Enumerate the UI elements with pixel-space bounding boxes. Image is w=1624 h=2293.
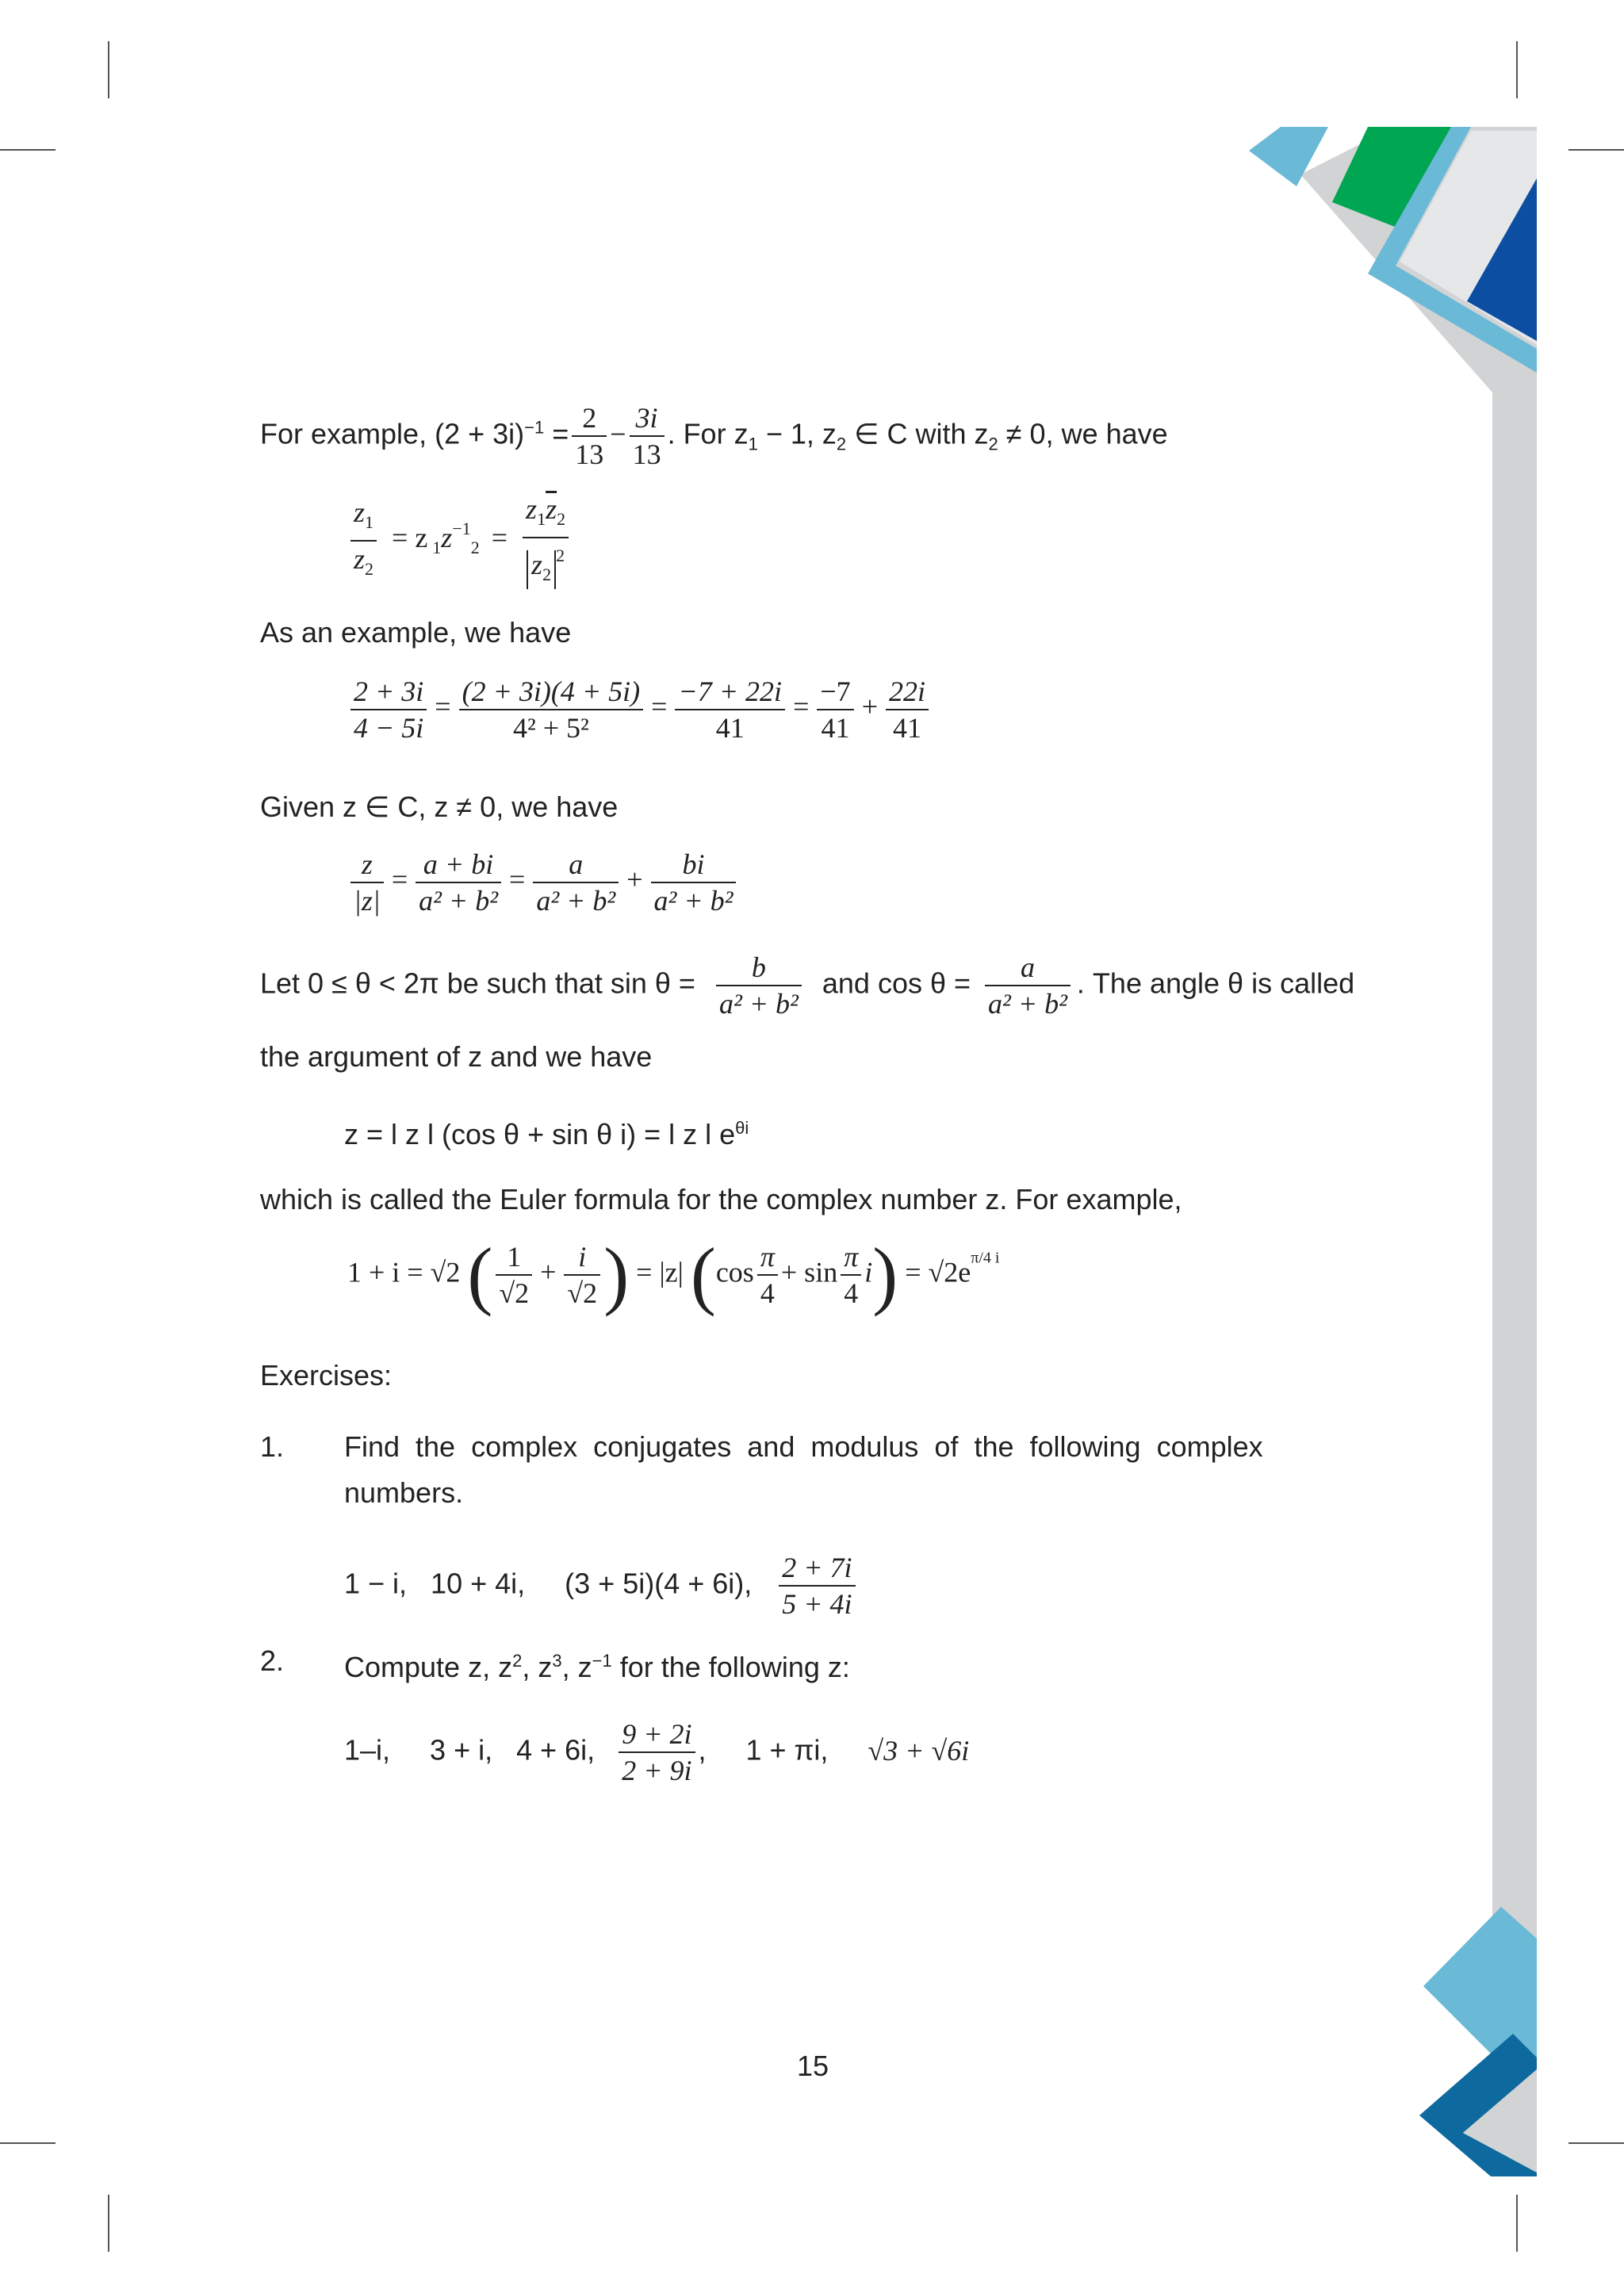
numerator: 2 + 7i (779, 1550, 855, 1587)
denominator: 13 (632, 438, 661, 470)
right-paren: ) (872, 1232, 898, 1317)
var: z (354, 496, 366, 528)
denominator: a² + b² (653, 885, 733, 917)
exercise-1-text-line2 (344, 1475, 463, 1511)
denominator: 13 (575, 438, 604, 470)
var: z (441, 521, 453, 553)
superscript: 2 (556, 545, 565, 565)
fraction-z1-z2 (350, 495, 377, 587)
numerator: z (350, 847, 384, 883)
text: √3 + √6i (868, 1734, 970, 1767)
denominator: 41 (893, 712, 921, 744)
paragraph-argument-of-z (260, 1039, 652, 1075)
denominator: √2 (567, 1277, 598, 1309)
numerator: 9 + 2i (619, 1717, 695, 1753)
denominator: 41 (715, 712, 745, 744)
denominator: 5 + 4i (782, 1588, 852, 1620)
numerator: 2 (572, 400, 607, 437)
numerator: a + bi (416, 847, 501, 883)
modulus (527, 550, 556, 589)
denominator (350, 542, 377, 587)
denominator: √2 (499, 1277, 530, 1309)
exercise-1-text (344, 1429, 1363, 1465)
numerator (350, 495, 377, 542)
equation-normalized-z: $\frac{z}{|z|}$ = $\frac{a + bi}{\text{a² + b²}}$ = $\frac{a}{\text{a² + b²}}$ + $\frac{bi}{\text{a² + b²}}$ (347, 847, 739, 918)
text: the argument of z and we have (260, 1040, 653, 1073)
subscript: 2 (988, 434, 998, 454)
subscript: 2 (542, 565, 552, 584)
text: 1 + i = √2 (347, 1256, 461, 1288)
text: As an example, we have (260, 616, 572, 649)
exercise-1-number (260, 1429, 284, 1465)
minus-sign: − (610, 418, 626, 450)
text: ≠ 0, we have (998, 417, 1168, 450)
denominator: a² + b² (419, 885, 499, 917)
numerator: −7 + 22i (675, 674, 785, 710)
subscript: 2 (557, 509, 566, 529)
fraction (459, 674, 644, 745)
subscript: 2 (365, 558, 374, 579)
subscript: 2 (836, 434, 847, 454)
text: + sin (780, 1256, 838, 1288)
var: z (526, 493, 538, 525)
fraction-conjugate-over-modulus (523, 492, 569, 589)
text: cos (715, 1256, 754, 1288)
fraction (817, 674, 853, 745)
numerator: 22i (886, 674, 929, 710)
superscript: −1 (592, 1651, 612, 1671)
denominator: |z| (354, 885, 381, 917)
exercise-1-items (344, 1550, 859, 1621)
exercises-heading (260, 1357, 392, 1394)
superscript: π/4 i (971, 1249, 1000, 1267)
fraction (651, 847, 737, 918)
numerator: π (841, 1239, 861, 1276)
denominator: a² + b² (988, 988, 1067, 1020)
numerator: 2 + 3i (350, 674, 427, 710)
text: Let 0 ≤ θ < 2π be such that sin θ = (260, 967, 695, 1000)
page-number: 15 (797, 2050, 829, 2082)
text: 2. (260, 1644, 285, 1677)
subscript: 2 (470, 537, 480, 557)
left-paren: ( (467, 1232, 493, 1317)
text: z = l z l (cos θ + sin θ i) = l z l e (344, 1118, 736, 1150)
denominator (523, 538, 569, 589)
fraction (675, 674, 785, 745)
text: = z (392, 521, 428, 553)
numerator: (2 + 3i)(4 + 5i) (459, 674, 644, 710)
var: i (864, 1256, 873, 1288)
text: for the following z: (611, 1651, 850, 1683)
numerator: 1 (496, 1239, 532, 1276)
text: 1 − i, 10 + 4i, (3 + 5i)(4 + 6i), (344, 1567, 753, 1600)
fraction (564, 1239, 600, 1311)
paragraph-as-an-example (260, 614, 571, 651)
text: Exercises: (260, 1359, 393, 1391)
paragraph-example-inverse (260, 400, 1168, 472)
text: , z (522, 1651, 553, 1683)
fraction (350, 674, 427, 745)
right-paren: ) (603, 1232, 630, 1317)
denominator: 4 (844, 1277, 859, 1309)
fraction (533, 847, 619, 918)
denominator: a² + b² (718, 988, 799, 1020)
denominator: 2 + 9i (622, 1755, 692, 1786)
text: . The angle θ is called (1076, 967, 1355, 1000)
text: ∈ C with z (846, 417, 989, 450)
var-conjugate: $\overline{z}$ (546, 493, 557, 525)
text: Compute z, z (344, 1651, 513, 1683)
subscript: 1 (365, 511, 374, 532)
exercise-2-items (344, 1717, 969, 1788)
exercise-2-text (344, 1643, 850, 1686)
text: and cos θ = (822, 967, 971, 1000)
equation-euler-example: 1 + i = √2 ( $\frac{1}{√2}$ + $\frac{i}{√2}$ ) = |z| (cos $\frac{\pi}{4}$ + sin $\frac{\pi}{4}$ $i) = √2e^{\pi/4 i}$ (347, 1232, 1000, 1317)
numerator: −7 (817, 674, 853, 710)
numerator (523, 492, 569, 538)
text: 1. (260, 1430, 285, 1463)
superscript: −1 (452, 518, 471, 538)
text: , z (561, 1651, 592, 1683)
numerator: b (716, 950, 802, 986)
superscript: −1 (524, 417, 545, 438)
equals-sign: = (491, 521, 508, 553)
fraction (779, 1550, 855, 1621)
product-term (387, 518, 480, 557)
fraction (350, 847, 384, 918)
paragraph-euler-formula (260, 1181, 1182, 1218)
text: Given z ∈ C, z ≠ 0, we have (260, 790, 619, 823)
fraction (757, 1239, 778, 1311)
fraction (886, 674, 929, 745)
numerator: 3i (630, 400, 665, 437)
text: . For z (667, 417, 749, 450)
subscript: 1 (432, 537, 442, 557)
fraction-cos (985, 950, 1071, 1021)
subscript: 1 (537, 509, 546, 529)
text: Find the complex conjugates and modulus of the following complex (344, 1430, 1263, 1463)
text: = |z| (636, 1256, 684, 1288)
text: = √2e (905, 1256, 971, 1288)
text: , 1 + πi, (698, 1733, 829, 1767)
fraction (841, 1239, 861, 1311)
fraction (416, 847, 501, 918)
text: For example, (2 + 3i) (260, 417, 525, 450)
denominator: 4² + 5² (512, 712, 589, 744)
paragraph-argument-definition (260, 950, 1354, 1021)
denominator: 4 (760, 1277, 775, 1309)
exercise-2-number (260, 1643, 284, 1679)
left-paren: ( (690, 1232, 716, 1317)
numerator: i (564, 1239, 600, 1276)
superscript: 2 (512, 1651, 523, 1671)
subscript: 1 (748, 434, 758, 454)
text: which is called the Euler formula for the complex number z. For example, (260, 1183, 1182, 1215)
numerator: bi (651, 847, 737, 883)
paragraph-given-z (260, 789, 618, 825)
numerator: a (533, 847, 619, 883)
numerator: π (757, 1239, 778, 1276)
denominator: 41 (821, 712, 850, 744)
fraction-2-13 (572, 400, 607, 472)
equation-euler-form (344, 1110, 749, 1153)
denominator: a² + b² (536, 885, 616, 917)
var: z (531, 549, 543, 580)
superscript: θi (735, 1118, 749, 1138)
fraction (496, 1239, 532, 1311)
text: − 1, z (757, 417, 837, 450)
text: 1–i, 3 + i, 4 + 6i, (344, 1733, 596, 1767)
text: = (544, 417, 569, 450)
fraction (619, 1717, 695, 1788)
fraction-3i-13 (630, 400, 665, 472)
equation-quotient-formula (347, 492, 572, 589)
text: numbers. (344, 1476, 464, 1509)
var: z (354, 542, 366, 575)
equation-division-example: $\frac{2 + 3i}{4 - 5i}$ = $\frac{(2 + 3i)(4 + 5i)}{\text{4² + 5²}}$ = $\frac{-7 + 22i}{41}$ = $\frac{-7}{41}$ + $\frac{22i}{41}$ (347, 674, 932, 745)
numerator: a (985, 950, 1071, 986)
superscript: 3 (552, 1651, 562, 1671)
denominator: 4 − 5i (354, 712, 424, 744)
fraction-sin (716, 950, 802, 1021)
